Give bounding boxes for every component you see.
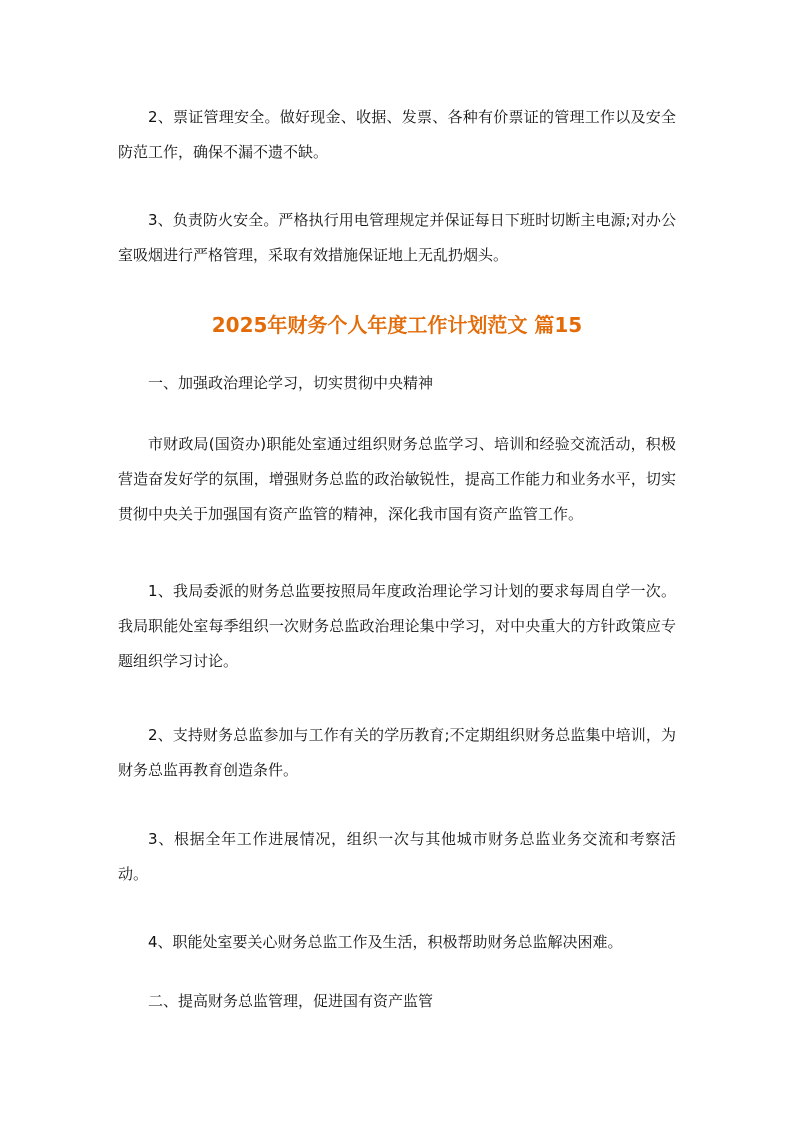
paragraph-ticket-security: 2、票证管理安全。做好现金、收据、发票、各种有价票证的管理工作以及安全防范工作，确保不漏不遗不缺。 xyxy=(118,108,676,161)
paragraph-item-3: 3、根据全年工作进展情况，组织一次与其他城市财务总监业务交流和考察活动。 xyxy=(118,830,676,883)
paragraph-intro: 市财政局(国资办)职能处室通过组织财务总监学习、培训和经验交流活动，积极营造奋发好学的氛围，增强财务总监的政治敏锐性，提高工作能力和业务水平，切实贯彻中央关于加强国有资产监管的精神，深化我市国有资产监管工作。 xyxy=(118,435,676,523)
paragraph-fire-safety: 3、负责防火安全。严格执行用电管理规定并保证每日下班时切断主电源;对办公室吸烟进行严格管理，采取有效措施保证地上无乱扔烟头。 xyxy=(118,211,676,264)
paragraph-subheading-1: 一、加强政治理论学习，切实贯彻中央精神 xyxy=(148,374,434,392)
paragraph-subheading-2: 二、提高财务总监管理，促进国有资产监管 xyxy=(148,992,434,1010)
paragraph-item-4: 4、职能处室要关心财务总监工作及生活，积极帮助财务总监解决困难。 xyxy=(148,933,623,951)
section-heading: 2025年财务个人年度工作计划范文 篇15 xyxy=(211,313,583,337)
paragraph-item-2: 2、支持财务总监参加与工作有关的学历教育;不定期组织财务总监集中培训，为财务总监再教育创造条件。 xyxy=(118,726,676,779)
paragraph-item-1: 1、我局委派的财务总监要按照局年度政治理论学习计划的要求每周自学一次。我局职能处室每季组织一次财务总监政治理论集中学习，对中央重大的方针政策应专题组织学习讨论。 xyxy=(118,582,676,670)
